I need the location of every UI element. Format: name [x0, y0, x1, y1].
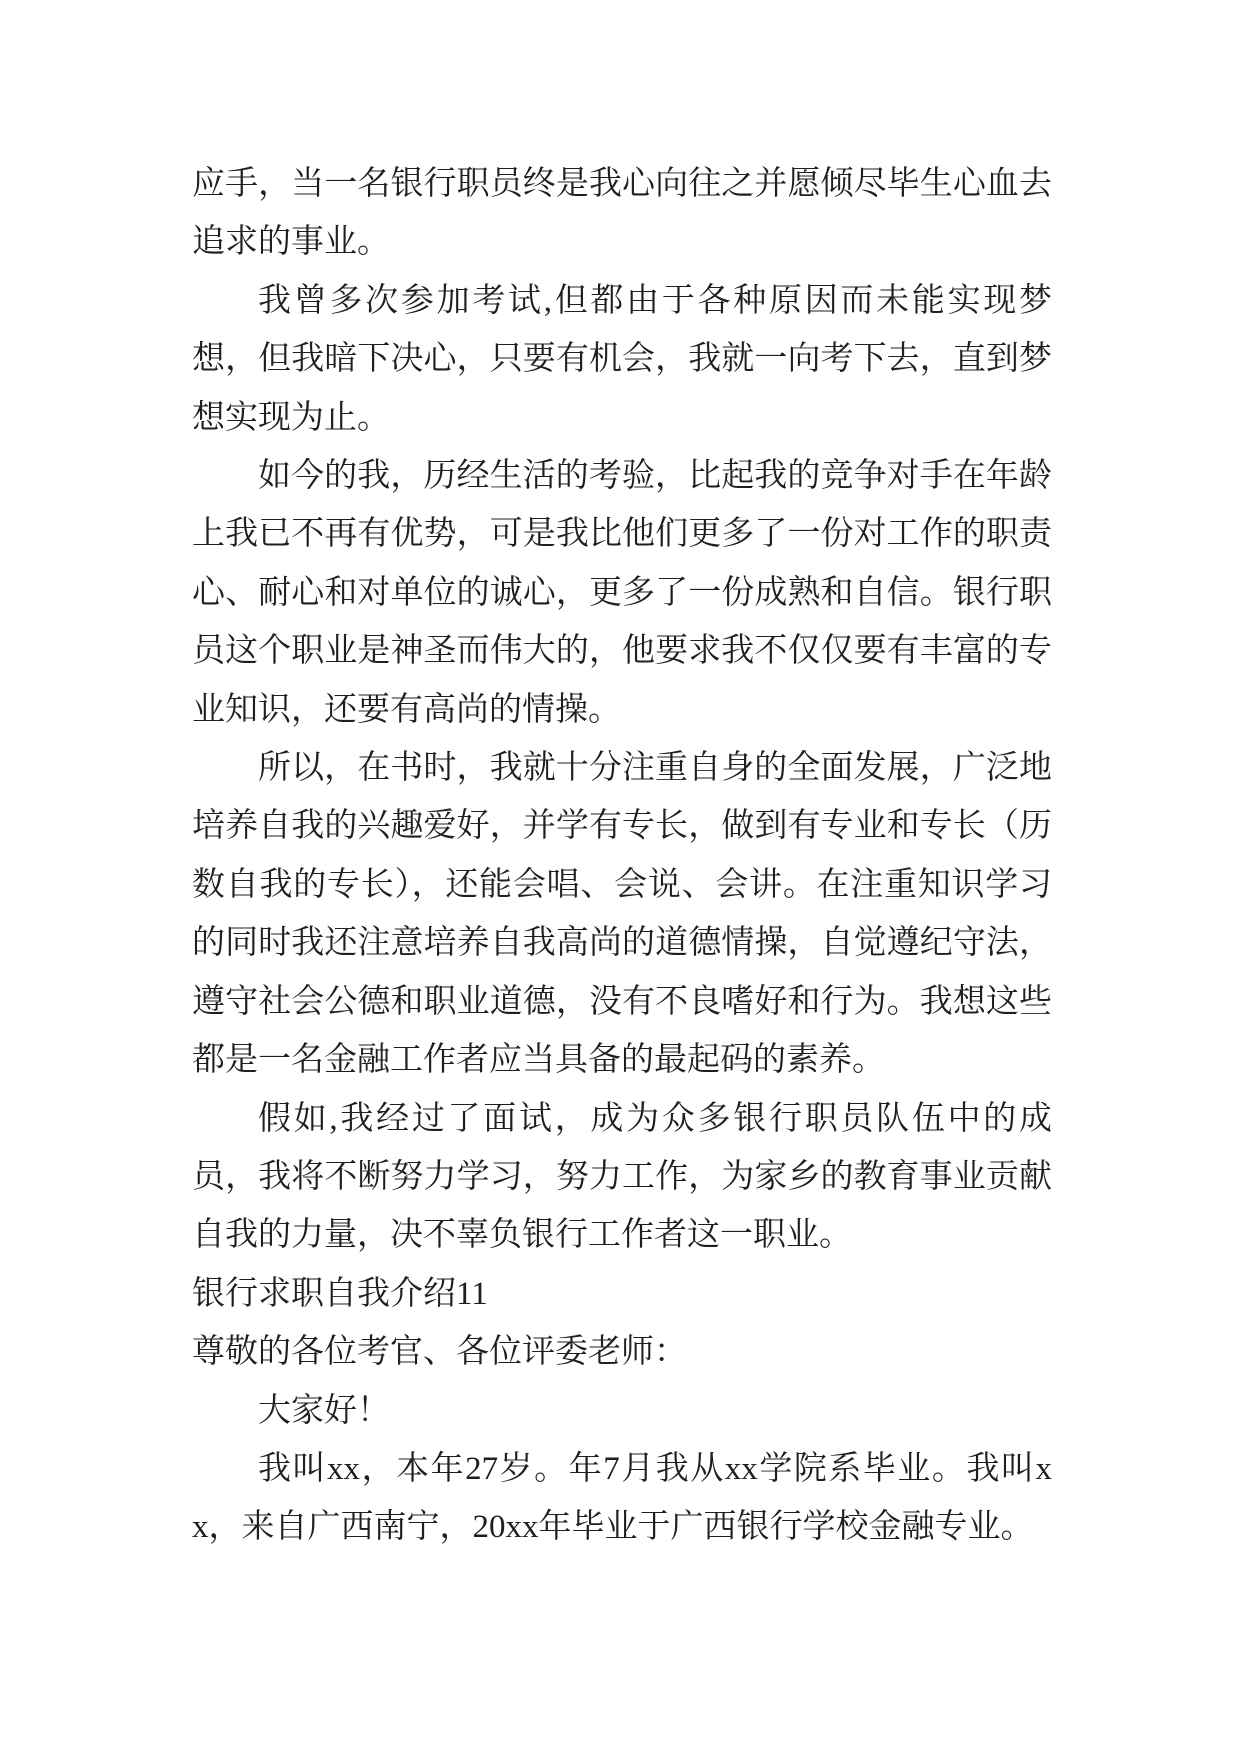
salutation-line: 尊敬的各位考官、各位评委老师：	[192, 1334, 687, 1371]
paragraph: 如今的我，历经生活的考验，比起我的竞争对手在年龄上我已不再有优势，可是我比他们更多了一份对工作的职责心、耐心和对单位的诚心，更多了一份成熟和自信。银行职员这个职业是神圣而伟大的，他要求我不仅仅要有丰富的专业知识，还要有高尚的情操。	[192, 458, 1052, 728]
paragraph-continuation: 应手，当一名银行职员终是我心向往之并愿倾尽毕生心血去追求的事业。	[192, 166, 1052, 261]
greeting-line: 大家好！	[258, 1392, 390, 1429]
document-text-block	[192, 155, 1052, 1557]
section-heading: 银行求职自我介绍11	[192, 1275, 488, 1312]
paragraph: 假如,我经过了面试，成为众多银行职员队伍中的成员，我将不断努力学习，努力工作，为家乡的教育事业贡献自我的力量，决不辜负银行工作者这一职业。	[192, 1100, 1052, 1254]
paragraph: 所以，在书时，我就十分注重自身的全面发展，广泛地培养自我的兴趣爱好，并学有专长，做到有专业和专长（历数自我的专长），还能会唱、会说、会讲。在注重知识学习的同时我还注意培养自我高尚的道德情操，自觉遵纪守法，遵守社会公德和职业道德，没有不良嗜好和行为。我想这些都是一名金融工作者应当具备的最起码的素养。	[192, 750, 1052, 1079]
paragraph: 我曾多次参加考试,但都由于各种原因而未能实现梦想，但我暗下决心，只要有机会，我就一向考下去，直到梦想实现为止。	[192, 282, 1052, 436]
paragraph: 我叫xx，本年27岁。年7月我从xx学院系毕业。我叫xx，来自广西南宁，20xx年毕业于广西银行学校金融专业。	[192, 1450, 1052, 1546]
